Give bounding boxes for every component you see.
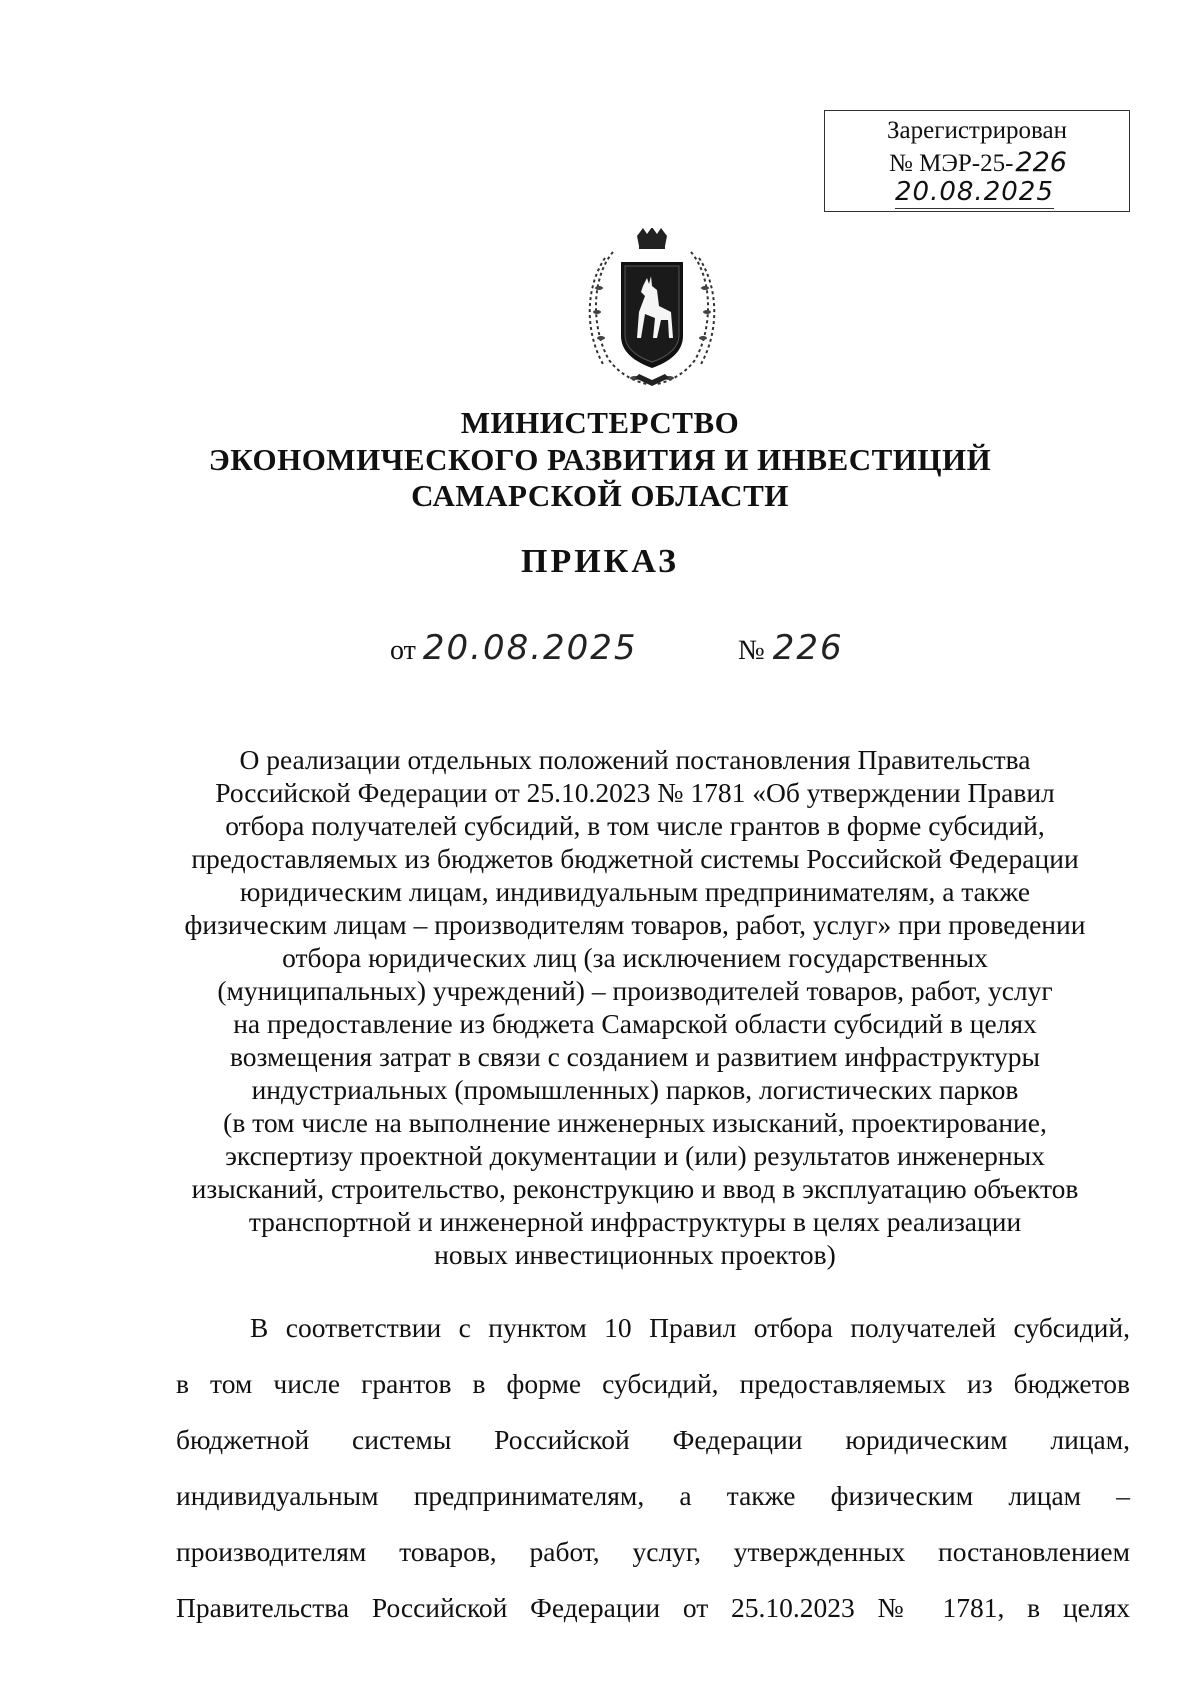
registration-number-handwritten: 226 (1015, 147, 1067, 178)
title-line: отбора получателей субсидий, в том числе грантов в форме субсидий, (225, 810, 1045, 841)
body-line: В соответствии с пунктом 10 Правил отбора получателей субсидий, (250, 1312, 1130, 1343)
registration-label: Зарегистрирован (886, 117, 1067, 144)
ministry-name-line-1: МИНИСТЕРСТВО (460, 405, 740, 440)
order-number-prefix: № (738, 635, 765, 666)
title-line: возмещения затрат в связи с созданием и развитием инфраструктуры (230, 1041, 1040, 1072)
samara-coat-of-arms-icon (585, 228, 719, 388)
title-line: предоставляемых из бюджетов бюджетной системы Российской Федерации (191, 843, 1079, 874)
body-line: в том числе грантов в форме субсидий, предоставляемых из бюджетов (176, 1368, 1130, 1399)
registration-number-prefix: № МЭР-25- (889, 150, 1014, 177)
title-line: на предоставление из бюджета Самарской области субсидий в целях (233, 1008, 1037, 1039)
body-line: производителям товаров, работ, услуг, утвержденных постановлением (176, 1536, 1130, 1567)
document-type: ПРИКАЗ (521, 543, 679, 580)
title-line: экспертизу проектной документации и (или) результатов инженерных (225, 1140, 1045, 1171)
title-line: новых инвестиционных проектов) (434, 1239, 836, 1270)
order-number-handwritten: 226 (772, 628, 844, 668)
title-line: Российской Федерации от 25.10.2023 № 1781 «Об утверждении Правил (215, 777, 1055, 808)
body-line: Правительства Российской Федерации от 25.10.2023 № 1781, в целях (176, 1592, 1130, 1623)
title-line: (муниципальных) учреждений) – производителей товаров, работ, услуг (217, 975, 1053, 1006)
title-line: отбора юридических лиц (за исключением государственных (282, 942, 988, 973)
registration-date-handwritten: 20.08.2025 (895, 177, 1054, 207)
body-line: индивидуальным предпринимателям, а также физическим лицам – (176, 1480, 1130, 1511)
title-line: физическим лицам – производителям товаров, работ, услуг» при проведении (184, 909, 1086, 940)
order-body (176, 1300, 1130, 1636)
title-line: изысканий, строительство, реконструкцию и ввод в эксплуатацию объектов (191, 1173, 1079, 1204)
registration-stamp (824, 110, 1130, 212)
title-line: транспортной и инженерной инфраструктуры в целях реализации (248, 1206, 1022, 1237)
order-number (738, 628, 844, 668)
title-line: О реализации отдельных положений постановления Правительства (239, 744, 1031, 775)
order-date (390, 628, 638, 668)
title-line: юридическим лицам, индивидуальным предпринимателям, а также (239, 876, 1031, 907)
body-line: бюджетной системы Российской Федерации юридическим лицам, (176, 1424, 1130, 1455)
order-date-prefix: от (390, 635, 416, 666)
registration-number (889, 147, 1067, 178)
title-line: (в том числе на выполнение инженерных изысканий, проектирование, (223, 1107, 1047, 1138)
order-date-handwritten: 20.08.2025 (422, 628, 638, 668)
order-title (170, 743, 1100, 1271)
title-line: индустриальных (промышленных) парков, логистических парков (251, 1074, 1019, 1105)
ministry-name-line-2: ЭКОНОМИЧЕСКОГО РАЗВИТИЯ И ИНВЕСТИЦИЙ (208, 442, 992, 477)
ministry-name-line-3: САМАРСКОЙ ОБЛАСТИ (411, 478, 789, 513)
